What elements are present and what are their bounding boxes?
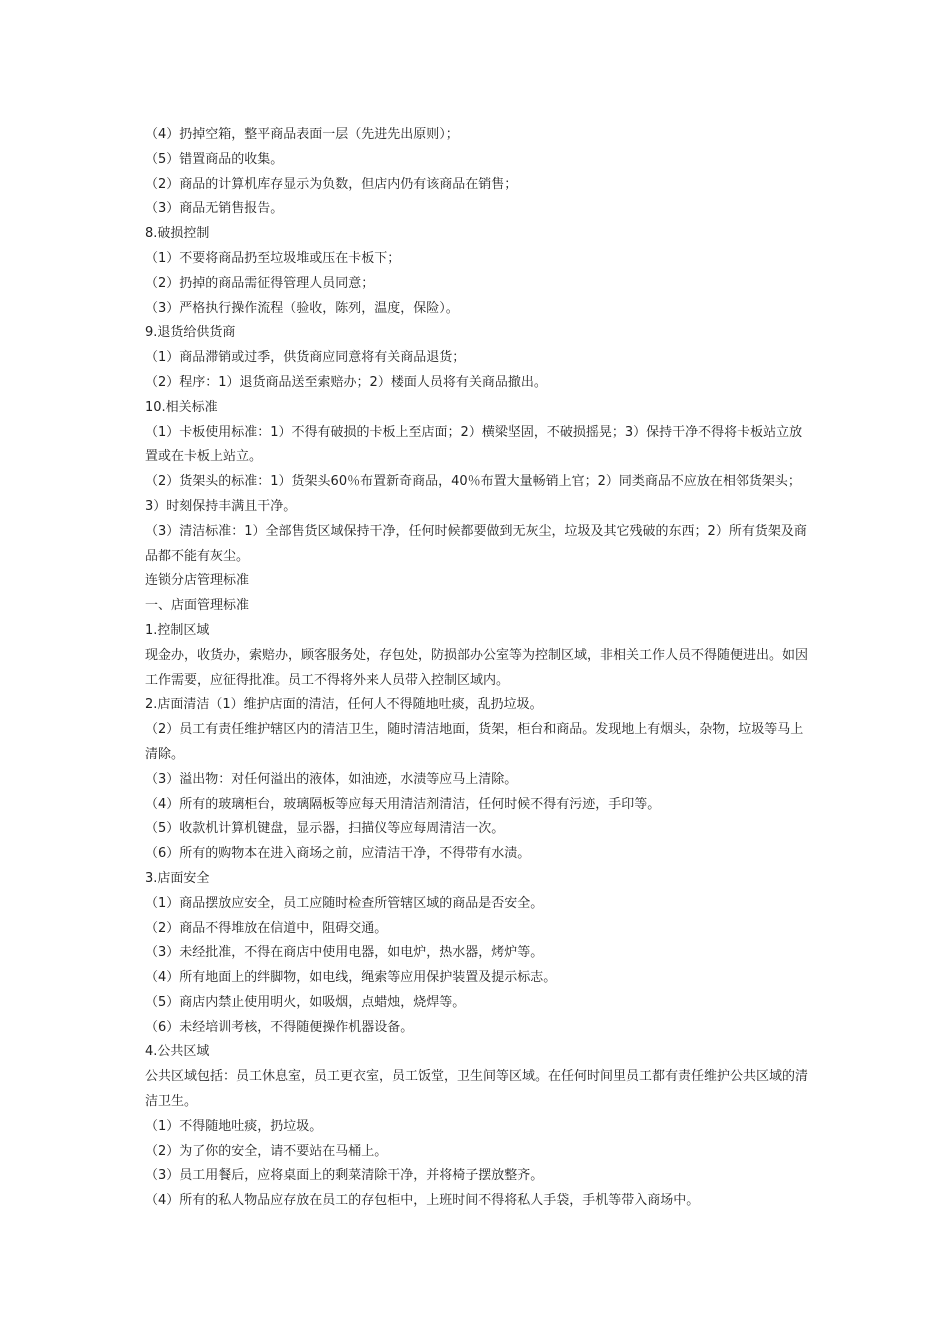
text-line: （4）所有的玻璃柜台，玻璃隔板等应每天用清洁剂清洁，任何时候不得有污迹，手印等。 xyxy=(145,796,661,812)
text-line: （1）商品摆放应安全，员工应随时检查所管辖区域的商品是否安全。 xyxy=(145,895,544,911)
text-paragraph: （2）员工有责任维护辖区内的清洁卫生，随时清洁地面，货架，柜台和商品。发现地上有烟头，杂物，垃圾等马上清除。 xyxy=(145,722,804,762)
text-line: （4）所有的私人物品应存放在员工的存包柜中，上班时间不得将私人手袋，手机等带入商场中。 xyxy=(145,1193,700,1209)
section-heading: 10.相关标准 xyxy=(145,399,218,415)
text-line: （4）扔掉空箱，整平商品表面一层（先进先出原则）； xyxy=(145,127,459,142)
text-line: （3）未经批准，不得在商店中使用电器，如电炉，热水器，烤炉等。 xyxy=(145,945,544,961)
section-heading: 1.控制区域 xyxy=(145,622,210,638)
text-line: （3）溢出物：对任何溢出的液体，如油迹，水渍等应马上清除。 xyxy=(145,771,518,787)
text-paragraph: （2）货架头的标准：1）货架头60％布置新奇商品，40％布置大量畅销上官；2）同类商品不应放在相邻货架头；3）时刻保持丰满且干净。 xyxy=(145,474,801,514)
text-line: （2）程序：1）退货商品送至索赔办；2）楼面人员将有关商品撤出。 xyxy=(145,374,547,390)
text-line: （1）商品滞销或过季，供货商应同意将有关商品退货； xyxy=(145,350,466,366)
section-heading: 2.店面清洁（1）维护店面的清洁，任何人不得随地吐痰，乱扔垃圾。 xyxy=(145,697,543,713)
text-paragraph: （3）清洁标准：1）全部售货区域保持干净，任何时候都要做到无灰尘，垃圾及其它残破的东西；2）所有货架及商品都不能有灰尘。 xyxy=(145,523,807,564)
text-line: （4）所有地面上的绊脚物，如电线，绳索等应用保护装置及提示标志。 xyxy=(145,970,557,986)
text-paragraph: （1）卡板使用标准：1）不得有破损的卡板上至店面；2）横梁坚固，不破损摇晃；3）保持干净不得将卡板站立放置或在卡板上站立。 xyxy=(145,424,803,465)
text-line: （2）扔掉的商品需征得管理人员同意； xyxy=(145,275,375,291)
text-line: （5）错置商品的收集。 xyxy=(145,151,284,167)
text-paragraph: 现金办，收货办，索赔办，顾客服务处，存包处，防损部办公室等为控制区域，非相关工作人员不得随便进出。如因工作需要，应征得批准。员工不得将外来人员带入控制区域内。 xyxy=(145,647,809,688)
text-line: （2）为了你的安全，请不要站在马桶上。 xyxy=(145,1143,388,1159)
text-line: （1）不得随地吐痰，扔垃圾。 xyxy=(145,1118,323,1134)
section-heading: 4.公共区域 xyxy=(145,1044,210,1060)
section-heading: 3.店面安全 xyxy=(145,870,210,886)
text-paragraph: 公共区域包括：员工休息室，员工更衣室，员工饭堂，卫生间等区域。在任何时间里员工都有责任维护公共区域的清洁卫生。 xyxy=(145,1069,809,1110)
text-line: （6）所有的购物本在进入商场之前，应清洁干净，不得带有水渍。 xyxy=(145,846,531,862)
text-line: （3）商品无销售报告。 xyxy=(145,201,284,217)
text-line: （6）未经培训考核，不得随便操作机器设备。 xyxy=(145,1019,414,1035)
section-heading: 8.破损控制 xyxy=(145,226,210,242)
text-line: （2）商品不得堆放在信道中，阻碍交通。 xyxy=(145,920,388,936)
text-line: （3）员工用餐后，应将桌面上的剩菜清除干净，并将椅子摆放整齐。 xyxy=(145,1168,544,1184)
document-title: 连锁分店管理标准 xyxy=(145,573,250,589)
text-line: （2）商品的计算机库存显示为负数，但店内仍有该商品在销售； xyxy=(145,176,518,192)
text-line: （3）严格执行操作流程（验收，陈列，温度，保险）。 xyxy=(145,300,459,316)
document-body xyxy=(145,123,815,1214)
text-line: （5）商店内禁止使用明火，如吸烟，点蜡烛，烧焊等。 xyxy=(145,994,466,1010)
chapter-heading: 一、店面管理标准 xyxy=(145,598,250,614)
text-line: （5）收款机计算机键盘，显示器，扫描仪等应每周清洁一次。 xyxy=(145,821,505,837)
section-heading: 9.退货给供货商 xyxy=(145,325,236,341)
text-line: （1）不要将商品扔至垃圾堆或压在卡板下； xyxy=(145,250,401,266)
